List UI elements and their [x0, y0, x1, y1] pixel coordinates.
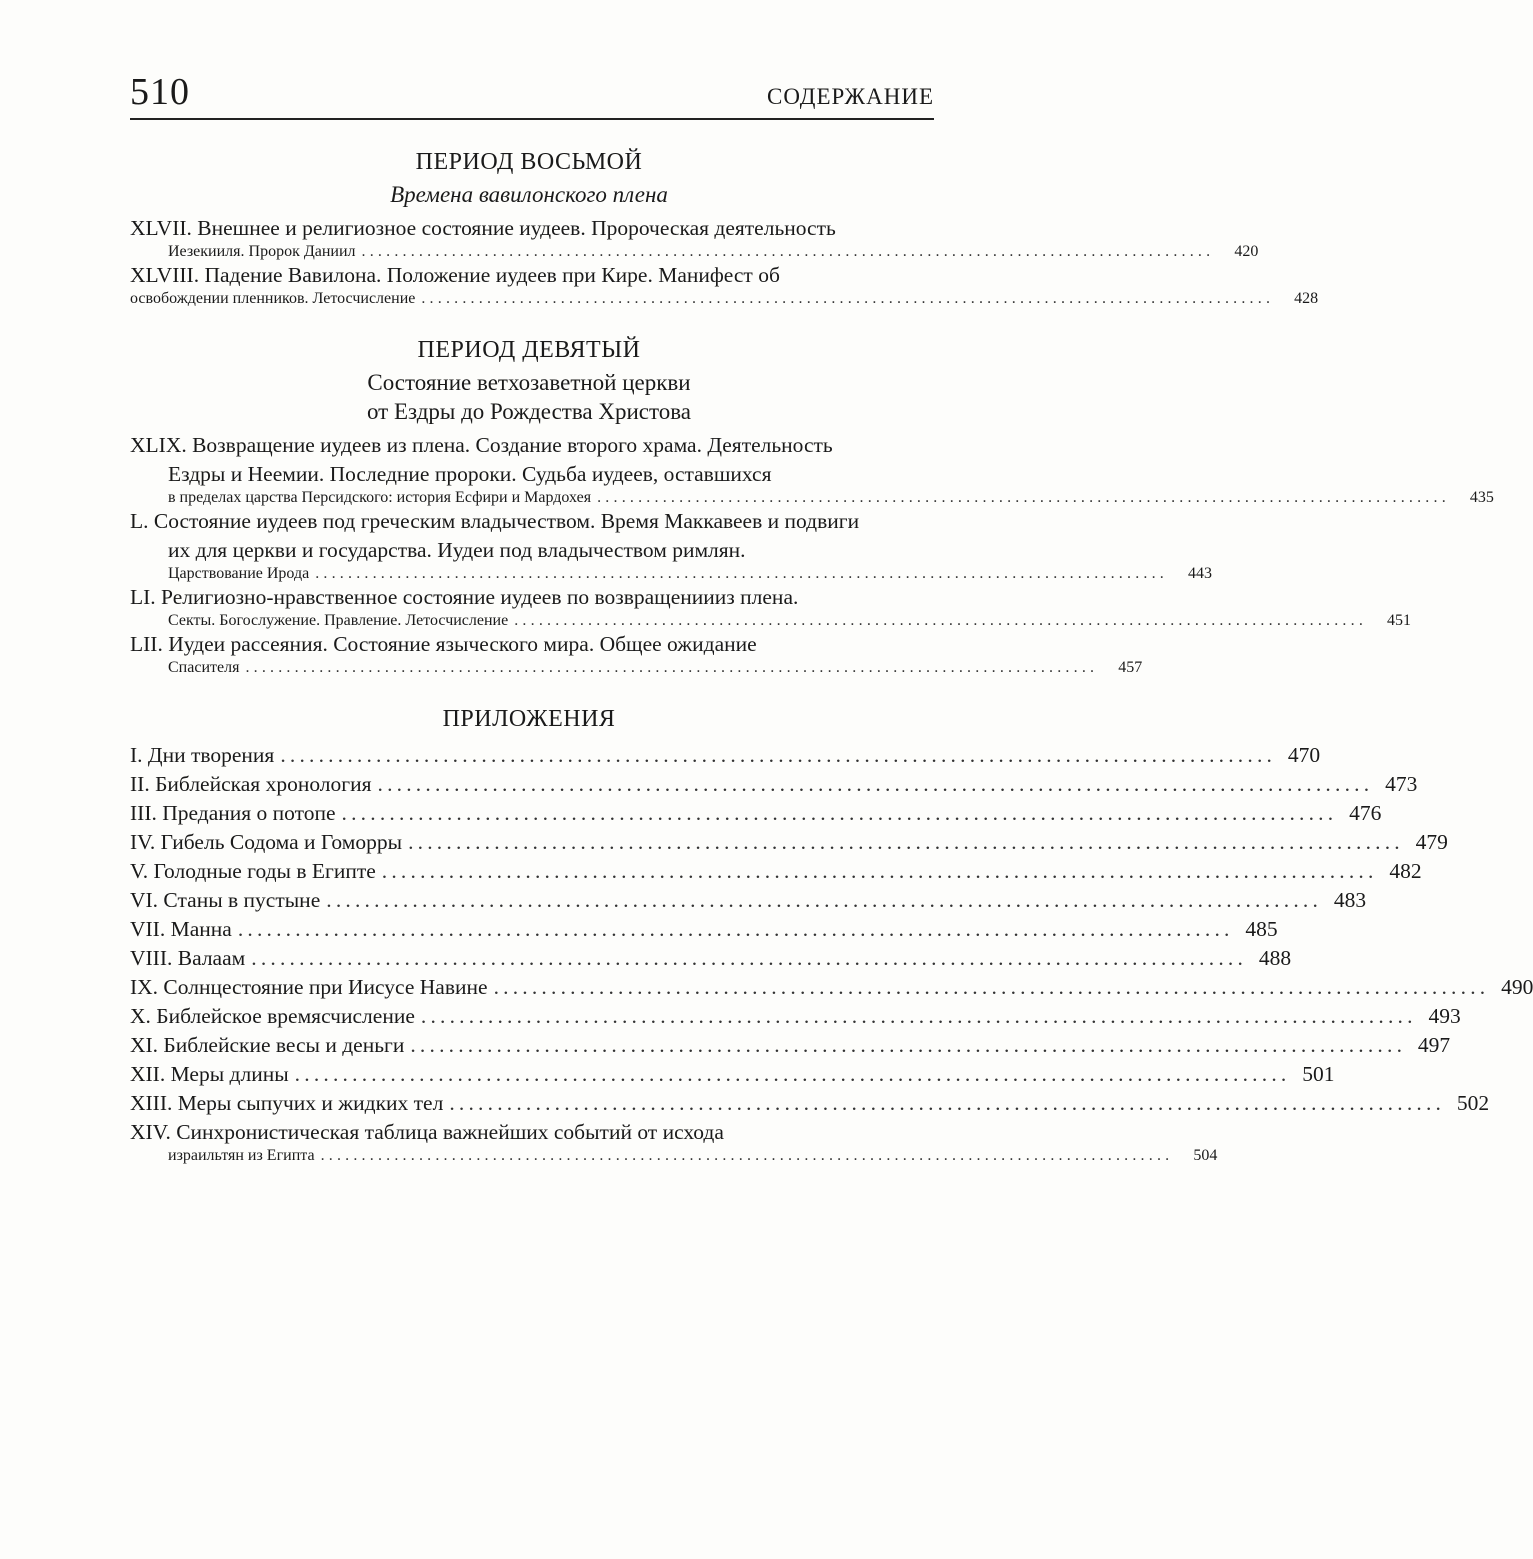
toc-entry-line	[130, 290, 1319, 308]
toc-entry-text: их для церкви и государства. Иудеи под владычеством римлян.	[168, 538, 746, 562]
toc-entry-line	[130, 565, 1213, 583]
toc-entry-text: X. Библейское времясчисление	[130, 1004, 415, 1028]
dot-leader: ........................................................................................................	[251, 946, 1248, 970]
toc-entry-text: VIII. Валаам	[130, 946, 246, 970]
toc-entry[interactable]	[130, 507, 1213, 583]
section-subtitle-period-9-line-1: Состояние ветхозаветной церкви	[367, 370, 691, 395]
toc-entry[interactable]	[130, 828, 1448, 857]
dot-leader: ........................................................................................................	[361, 243, 1215, 260]
section-title-period-9: ПЕРИОД ДЕВЯТЫЙ	[417, 337, 641, 363]
toc-entry-line	[130, 1118, 928, 1147]
toc-page-number: 443	[1188, 565, 1213, 582]
dot-leader: ........................................................................................................	[326, 888, 1323, 912]
toc-entry-line	[130, 261, 928, 290]
toc-page-number: 483	[1333, 888, 1367, 912]
toc-page-number: 435	[1469, 489, 1494, 506]
toc-entry-text: I. Дни творения	[130, 743, 275, 767]
running-title: СОДЕРЖАНИЕ	[766, 84, 934, 109]
toc-entry[interactable]	[130, 583, 1412, 630]
dot-leader: ........................................................................................................	[245, 659, 1099, 676]
toc-entry-line	[130, 659, 1143, 677]
dot-leader: ........................................................................................................	[381, 859, 1378, 883]
toc-entry[interactable]	[130, 1089, 1490, 1118]
dot-leader: ........................................................................................................	[410, 1033, 1407, 1057]
toc-entry-text: VI. Станы в пустыне	[130, 888, 321, 912]
toc-entry-line	[130, 431, 928, 460]
toc-page-number: 473	[1385, 772, 1418, 796]
dot-leader: ........................................................................................................	[237, 917, 1234, 941]
toc-entry-line	[130, 583, 928, 612]
toc-page-number: 451	[1387, 612, 1412, 629]
toc-entry-text: XI. Библейские весы и деньги	[130, 1033, 405, 1057]
toc-page-number: 420	[1234, 243, 1259, 260]
toc-entry-text: Ездры и Неемии. Последние пророки. Судьба иудеев, оставшихся	[168, 462, 772, 486]
toc-page-number: 493	[1428, 1004, 1461, 1028]
toc-entry-text: XII. Меры длины	[130, 1062, 289, 1086]
toc-entry-text: израильтян из Египта	[168, 1147, 315, 1164]
toc-page-number: 502	[1456, 1091, 1490, 1115]
toc-page-number: 470	[1287, 743, 1321, 767]
toc-entry[interactable]	[130, 944, 1292, 973]
toc-page-number: 457	[1118, 659, 1143, 676]
toc-entry-line	[130, 507, 928, 536]
toc-entry-text: XIII. Меры сыпучих и жидких тел	[130, 1091, 444, 1115]
toc-page-number: 490	[1501, 975, 1533, 999]
toc-entry-text: Иезекииля. Пророк Даниил	[168, 243, 356, 260]
toc-entry-line	[130, 243, 1259, 261]
toc-entry[interactable]	[130, 770, 1418, 799]
section-subtitle-period-9-line-2: от Ездры до Рождества Христова	[366, 399, 691, 424]
toc-page-number: 476	[1349, 801, 1382, 825]
toc-entry[interactable]	[130, 214, 1259, 261]
toc-entry-text: XLVIII. Падение Вавилона. Положение иудеев при Кире. Манифест об	[130, 263, 780, 287]
toc-entry[interactable]	[130, 431, 1494, 507]
toc-page-number: 479	[1415, 830, 1448, 854]
toc-entry-text: XIV. Синхронистическая таблица важнейших событий от исхода	[130, 1120, 724, 1144]
toc-entry-text: Секты. Богослужение. Правление. Летосчисление	[168, 612, 509, 629]
toc-page-number: 428	[1294, 290, 1319, 307]
toc-entry-text: XLIX. Возвращение иудеев из плена. Создание второго храма. Деятельность	[130, 433, 833, 457]
dot-leader: ........................................................................................................	[514, 612, 1368, 629]
toc-entry-text: IX. Солнцестояние при Иисусе Навине	[130, 975, 488, 999]
toc-entry-text: в пределах царства Персидского: история Есфири и Мардохея	[168, 489, 592, 506]
toc-entry[interactable]	[130, 915, 1278, 944]
toc-entry-text: XLVII. Внешнее и религиозное состояние иудеев. Пророческая деятельность	[130, 216, 836, 240]
page-header	[130, 68, 934, 120]
toc-entry-text: LII. Иудеи рассеяния. Состояние языческого мира. Общее ожидание	[130, 632, 757, 656]
toc-entry-line	[130, 612, 1412, 630]
toc-entry[interactable]	[130, 1118, 1218, 1165]
toc-entry-text: освобождении пленников. Летосчисление	[130, 290, 416, 307]
toc-entry-line	[130, 630, 928, 659]
toc-entry-text: V. Голодные годы в Египте	[130, 859, 376, 883]
dot-leader: ........................................................................................................	[597, 489, 1450, 506]
toc-entry-line	[130, 214, 928, 243]
toc-page-number: 488	[1258, 946, 1292, 970]
dot-leader: ........................................................................................................	[280, 743, 1277, 767]
toc-page-number: 504	[1193, 1147, 1218, 1164]
section-title-appendices: ПРИЛОЖЕНИЯ	[442, 706, 616, 732]
toc-entry-line	[130, 460, 928, 489]
toc-entry[interactable]	[130, 261, 1319, 308]
dot-leader: ........................................................................................................	[320, 1147, 1174, 1164]
dot-leader: ........................................................................................................	[315, 565, 1169, 582]
toc-entry-line	[130, 489, 1494, 507]
toc-entry[interactable]	[130, 857, 1422, 886]
toc-entry-text: IV. Гибель Содома и Гоморры	[130, 830, 403, 854]
toc-entry[interactable]	[130, 973, 1533, 1002]
dot-leader: ........................................................................................................	[493, 975, 1490, 999]
toc-page-number: 497	[1417, 1033, 1451, 1057]
dot-leader: ........................................................................................................	[421, 290, 1275, 307]
toc-page-number: 482	[1389, 859, 1422, 883]
toc-page-number: 485	[1245, 917, 1278, 941]
toc-entry[interactable]	[130, 1002, 1461, 1031]
toc-entry-text: LI. Религиозно-нравственное состояние иудеев по возвращениииз плена.	[130, 585, 799, 609]
dot-leader: ........................................................................................................	[341, 801, 1338, 825]
table-of-contents	[130, 145, 1533, 1165]
toc-entry-text: Спасителя	[168, 659, 240, 676]
appendix-list	[130, 741, 1533, 1118]
toc-page-number: 501	[1302, 1062, 1335, 1086]
dot-leader: ........................................................................................................	[449, 1091, 1446, 1115]
dot-leader: ........................................................................................................	[408, 830, 1404, 854]
toc-entry-line	[130, 536, 928, 565]
toc-entry[interactable]	[130, 1031, 1451, 1060]
toc-entry-text: II. Библейская хронология	[130, 772, 372, 796]
dot-leader: ........................................................................................................	[377, 772, 1374, 796]
page-number: 510	[130, 71, 190, 113]
toc-entry[interactable]	[130, 1060, 1335, 1089]
dot-leader: ........................................................................................................	[294, 1062, 1291, 1086]
section-subtitle-period-8: Времена вавилонского плена	[390, 182, 668, 207]
toc-entry-text: III. Предания о потопе	[130, 801, 336, 825]
section-title-period-8: ПЕРИОД ВОСЬМОЙ	[415, 149, 643, 175]
toc-entry-text: VII. Манна	[130, 917, 232, 941]
dot-leader: ........................................................................................................	[420, 1004, 1417, 1028]
toc-entry-text: Царствование Ирода	[168, 565, 310, 582]
toc-entry[interactable]	[130, 630, 1143, 677]
toc-entry-text: L. Состояние иудеев под греческим владычеством. Время Маккавеев и подвиги	[130, 509, 860, 533]
toc-entry-line	[130, 1147, 1218, 1165]
toc-entry[interactable]	[130, 741, 1321, 770]
toc-entry[interactable]	[130, 886, 1367, 915]
toc-entry[interactable]	[130, 799, 1382, 828]
